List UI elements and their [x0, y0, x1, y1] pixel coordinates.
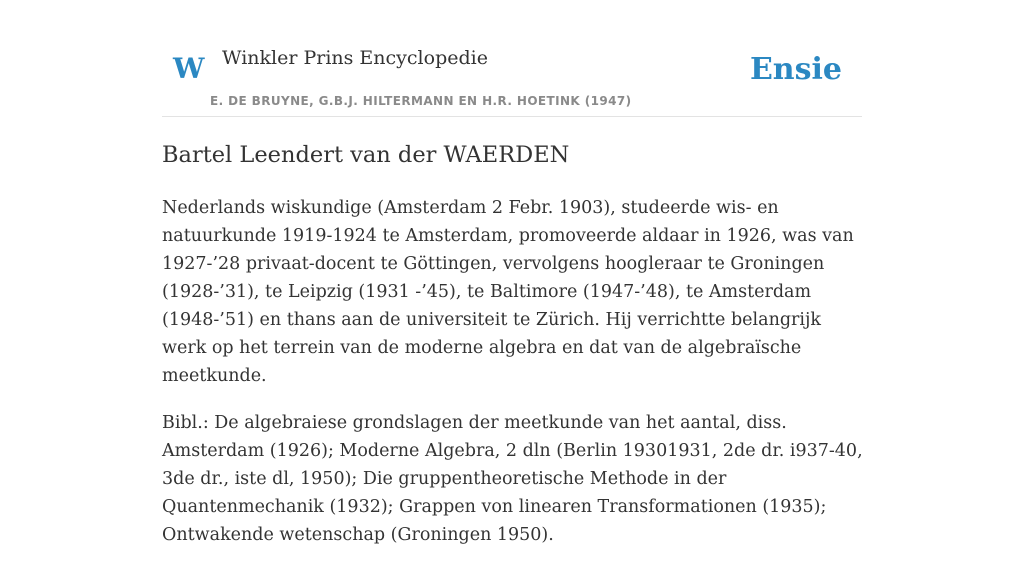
site-title[interactable]: Winkler Prins Encyclopedie — [222, 47, 488, 69]
authors-byline: E. DE BRUYNE, G.B.J. HILTERMANN EN H.R. HOETINK (1947) — [210, 94, 632, 108]
winkler-prins-logo[interactable]: W — [173, 52, 205, 85]
article-title: Bartel Leendert van der WAERDEN — [162, 142, 570, 168]
header — [162, 0, 862, 117]
article-paragraph-bibliography: Bibl.: De algebraiese grondslagen der meetkunde van het aantal, diss. Amsterdam (1926); Moderne Algebra, 2 dln (Berlin 19301931, 2de dr. i937-40, 3de dr., iste dl, 1950); Die gruppentheoretische Methode in der Quantenmechanik (1932); Grappen von linearen Transformationen (1935); Ontwakende wetenschap (Groningen 1950). — [162, 413, 863, 545]
article — [162, 138, 867, 568]
article-paragraph-biography: Nederlands wiskundige (Amsterdam 2 Febr. 1903), studeerde wis- en natuurkunde 1919-1924 te Amsterdam, promoveerde aldaar in 1926, was van 1927-’28 privaat-docent te Göttingen, vervolgens hoogleraar te Groningen (1928-’31), te Leipzig (1931 -’45), te Baltimore (1947-’48), te Amsterdam (1948-’51) en thans aan de universiteit te Zürich. Hij verrichtte belangrijk werk op het terrein van de moderne algebra en dat van de algebraïsche meetkunde. — [162, 198, 854, 386]
ensie-logo-link[interactable]: Ensie — [749, 52, 842, 87]
